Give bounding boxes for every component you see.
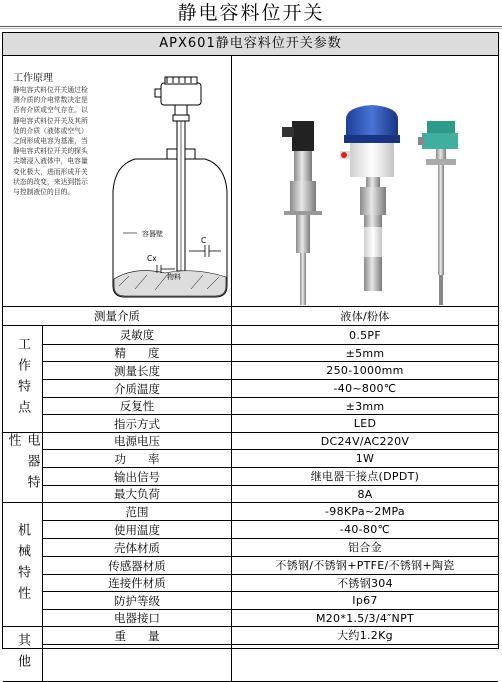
product-photo-cell — [232, 55, 498, 307]
row-label: 壳体材质 — [43, 539, 232, 556]
table-row — [43, 503, 498, 521]
row-label: 防护等级 — [43, 592, 232, 609]
table-row — [43, 575, 498, 592]
row-label: 输出信号 — [43, 468, 232, 485]
diagram-label-material: 物料 — [167, 273, 181, 281]
row-label: 重量 — [43, 627, 232, 644]
row-label: 介质温度 — [43, 380, 232, 397]
row-label: 测量长度 — [43, 362, 232, 379]
table-row — [43, 539, 498, 557]
row-value: 不锈钢/不锈钢+PTFE/不锈钢+陶瓷 — [275, 559, 455, 572]
table-row — [43, 326, 498, 345]
group-label — [3, 433, 43, 503]
row-value: DC24V/AC220V — [320, 435, 410, 448]
product-photo — [232, 55, 498, 307]
row-value: 铝合金 — [348, 541, 382, 554]
spec-table — [2, 32, 499, 675]
row-value: 继电器干接点(DPDT) — [310, 470, 420, 483]
row-value: -40~800℃ — [333, 382, 397, 395]
row-value: Ip67 — [352, 594, 378, 607]
row-value: 大约1.2Kg — [337, 629, 393, 642]
row-label: 反复性 — [43, 398, 232, 414]
row-label: 精度 — [43, 345, 232, 361]
table-row — [43, 557, 498, 575]
table-row — [43, 450, 498, 468]
row-value: 不锈钢304 — [337, 577, 393, 590]
row-label: 指示方式 — [43, 415, 232, 432]
table-row — [43, 610, 498, 627]
row-label: 使用温度 — [43, 521, 232, 538]
row-value: 250-1000mm — [326, 364, 404, 377]
row-value: ±5mm — [345, 347, 385, 360]
title-divider — [0, 26, 502, 27]
group-label-text: 电器特性 — [5, 433, 40, 496]
row-value: -98KPa~2MPa — [325, 505, 405, 518]
group-label-text: 其他 — [15, 633, 30, 675]
group-label — [3, 503, 43, 627]
table-row — [43, 645, 498, 682]
group-label-text: 机械特性 — [15, 522, 30, 607]
table-row — [3, 307, 498, 326]
table-row — [43, 468, 498, 486]
diagram-label-c: C — [201, 236, 207, 245]
row-value: 1W — [355, 452, 375, 465]
group-label — [3, 627, 43, 682]
principle-text: 静电容式料位开关通过检测介质的介电常数决定是否有介质或空气存在。以静电容式料位开关及其所处的介质（液体或空气）之间形成电容为基准，当静电容式料位开关的探头尖端浸入液体中，电容量变化极大，进而形成开关状态的改变，来达到指示与控制液位的目的。 — [13, 86, 88, 197]
principle-heading: 工作原理 — [13, 73, 53, 84]
table-row — [43, 592, 498, 610]
row-label: 电源电压 — [43, 433, 232, 449]
principle-diagram — [95, 61, 229, 301]
row-value: 0.5PF — [349, 329, 381, 342]
row-label: 测量介质 — [3, 307, 232, 325]
row-label: 电器接口 — [43, 610, 232, 626]
group-label-text: 工作特点 — [15, 337, 30, 421]
table-row — [43, 415, 498, 433]
page-title: 静电容料位开关 — [177, 2, 325, 24]
diagram-label-wall: 容器壁 — [142, 230, 163, 238]
row-label — [43, 645, 232, 681]
table-row — [43, 627, 498, 645]
working-principle-cell — [3, 55, 232, 307]
row-value: -40-80℃ — [339, 523, 391, 536]
table-row — [43, 521, 498, 539]
row-label: 功率 — [43, 450, 232, 467]
row-value — [232, 645, 498, 681]
row-label: 连接件材质 — [43, 575, 232, 591]
table-row — [43, 398, 498, 415]
group-label — [3, 326, 43, 433]
row-value: LED — [353, 417, 377, 430]
row-value: 8A — [357, 488, 373, 501]
row-value: 液体/粉体 — [340, 310, 390, 323]
table-row — [43, 345, 498, 362]
row-label: 范围 — [43, 503, 232, 520]
table-row — [43, 486, 498, 503]
row-label: 最大负荷 — [43, 486, 232, 502]
row-label: 传感器材质 — [43, 557, 232, 574]
table-row — [43, 433, 498, 450]
row-label: 灵敏度 — [43, 326, 232, 344]
title-divider-thin — [0, 28, 502, 29]
row-value: M20*1.5/3/4″NPT — [315, 612, 415, 625]
table-title: APX601静电容料位开关参数 — [3, 33, 498, 56]
table-row — [43, 362, 498, 380]
diagram-label-cx: Cx — [147, 254, 157, 263]
row-value: ±3mm — [345, 400, 385, 413]
table-row — [43, 380, 498, 398]
